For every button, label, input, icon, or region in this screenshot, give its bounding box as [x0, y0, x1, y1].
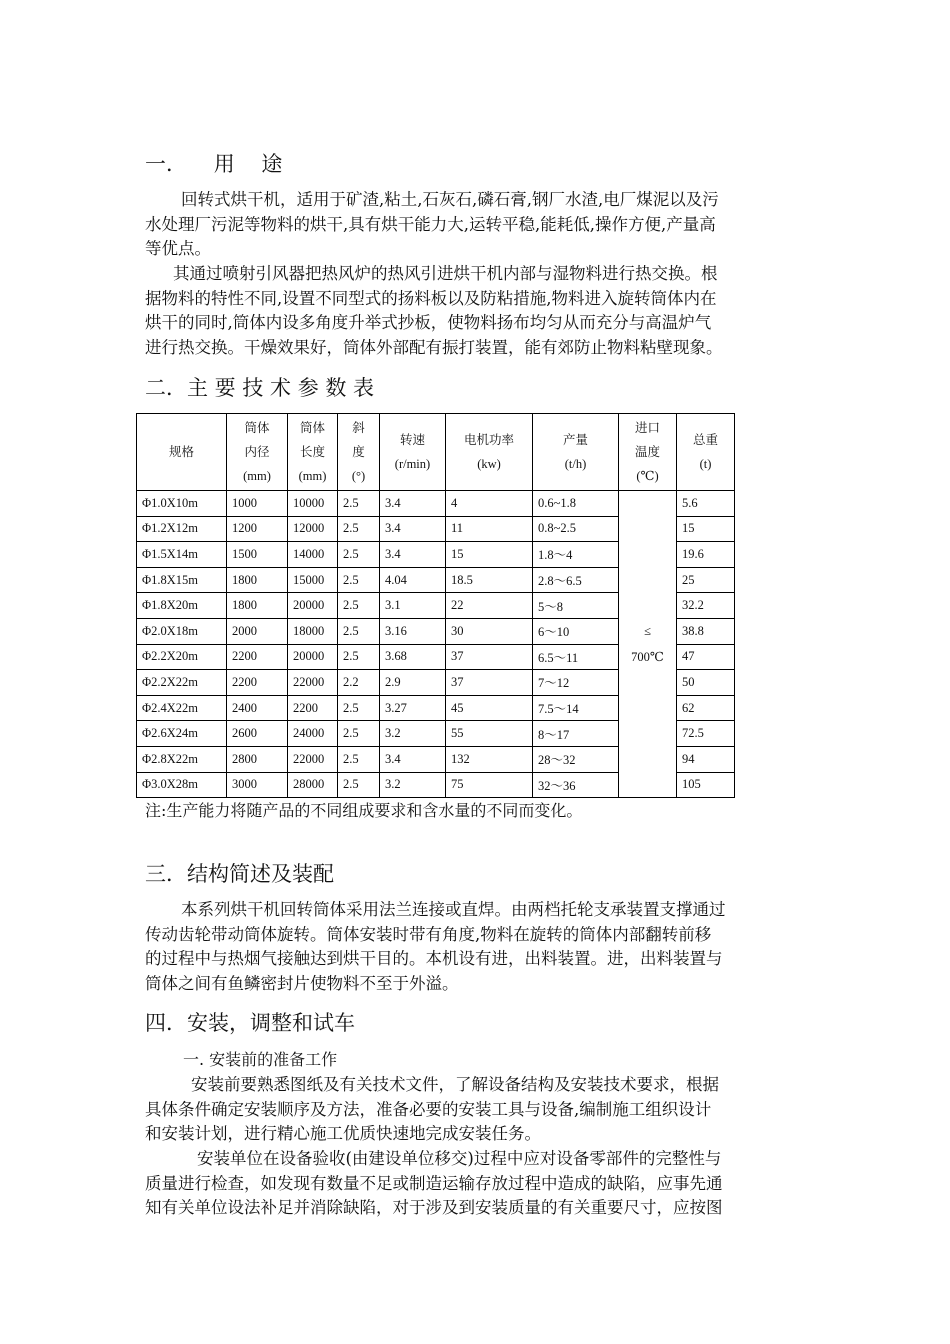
text-line: 传动齿轮带动筒体旋转。筒体安装时带有角度,物料在旋转的筒体内部翻转前移 — [145, 924, 712, 944]
cell-length: 22000 — [288, 670, 338, 696]
header-speed: 转速 (r/min) — [380, 414, 446, 491]
cell-weight: 38.8 — [677, 618, 735, 644]
cell-spec: Φ1.0X10m — [137, 491, 227, 517]
cell-slope: 2.5 — [338, 772, 380, 798]
header-inlet-temp: 进口 温度 (℃) — [619, 414, 677, 491]
cell-output: 0.6~1.8 — [533, 491, 619, 517]
cell-weight: 47 — [677, 644, 735, 670]
cell-length: 28000 — [288, 772, 338, 798]
text-line: 安装前要熟悉图纸及有关技术文件，了解设备结构及安装技术要求，根据 — [191, 1075, 719, 1094]
cell-power: 22 — [446, 593, 533, 619]
text-line: 知有关单位设法补足并消除缺陷，对于涉及到安装质量的有关重要尺寸，应按图 — [145, 1198, 723, 1217]
text-line: 进行热交换。干燥效果好，筒体外部配有振打装置，能有郊防止物料粘壁现象。 — [145, 337, 723, 357]
cell-spec: Φ2.2X20m — [137, 644, 227, 670]
table-row — [137, 491, 735, 517]
cell-length: 20000 — [288, 644, 338, 670]
cell-speed: 3.1 — [380, 593, 446, 619]
text-line: 和安装计划，进行精心施工优质快速地完成安装任务。 — [145, 1124, 541, 1143]
header-length: 筒体 长度 (mm) — [288, 414, 338, 491]
cell-length: 10000 — [288, 491, 338, 517]
cell-diameter: 2800 — [227, 746, 288, 772]
cell-spec: Φ1.8X15m — [137, 567, 227, 593]
text-line: 烘干的同时,筒体内设多角度升举式抄板，使物料扬布均匀从而充分与高温炉气 — [145, 313, 712, 332]
cell-output: 32～36 — [533, 772, 619, 798]
cell-output: 7～12 — [533, 670, 619, 696]
cell-speed: 3.4 — [380, 491, 446, 517]
cell-diameter: 2600 — [227, 721, 288, 747]
cell-spec: Φ1.8X20m — [137, 593, 227, 619]
cell-weight: 62 — [677, 695, 735, 721]
cell-speed: 3.16 — [380, 618, 446, 644]
cell-weight: 105 — [677, 772, 735, 798]
cell-power: 18.5 — [446, 567, 533, 593]
section-2-heading: 二．主 要 技 术 参 数 表 — [145, 376, 375, 400]
cell-spec: Φ3.0X28m — [137, 772, 227, 798]
cell-weight: 19.6 — [677, 542, 735, 568]
cell-speed: 3.27 — [380, 695, 446, 721]
section-1-heading: 一． 用 途 — [145, 152, 283, 176]
cell-diameter: 3000 — [227, 772, 288, 798]
cell-power: 75 — [446, 772, 533, 798]
table-note: 注:生产能力将随产品的不同组成要求和含水量的不同而变化。 — [145, 801, 583, 820]
header-power: 电机功率 (kw) — [446, 414, 533, 491]
cell-power: 37 — [446, 670, 533, 696]
cell-length: 20000 — [288, 593, 338, 619]
cell-diameter: 2400 — [227, 695, 288, 721]
cell-slope: 2.5 — [338, 695, 380, 721]
section-4-subheading: 一. 安装前的准备工作 — [183, 1050, 338, 1069]
header-spec: 规格 — [137, 414, 227, 491]
cell-output: 0.8~2.5 — [533, 516, 619, 542]
cell-speed: 3.4 — [380, 746, 446, 772]
cell-diameter: 1200 — [227, 516, 288, 542]
text-line: 质量进行检查，如发现有数量不足或制造运输存放过程中造成的缺陷，应事先通 — [145, 1173, 723, 1193]
cell-weight: 72.5 — [677, 721, 735, 747]
cell-power: 45 — [446, 695, 533, 721]
cell-slope: 2.5 — [338, 593, 380, 619]
cell-spec: Φ2.6X24m — [137, 721, 227, 747]
cell-diameter: 2200 — [227, 670, 288, 696]
cell-spec: Φ2.2X22m — [137, 670, 227, 696]
cell-weight: 50 — [677, 670, 735, 696]
header-weight: 总重 (t) — [677, 414, 735, 491]
cell-length: 14000 — [288, 542, 338, 568]
text-line: 等优点。 — [145, 239, 211, 258]
cell-diameter: 2200 — [227, 644, 288, 670]
cell-weight: 32.2 — [677, 593, 735, 619]
cell-power: 4 — [446, 491, 533, 517]
section-4-paragraph-2 — [145, 1147, 810, 1221]
cell-output: 2.8～6.5 — [533, 567, 619, 593]
cell-speed: 3.2 — [380, 772, 446, 798]
text-line: 水处理厂污泥等物料的烘干,具有烘干能力大,运转平稳,能耗低,操作方便,产量高 — [145, 214, 716, 234]
section-4-paragraph-1 — [145, 1073, 810, 1147]
cell-diameter: 1800 — [227, 593, 288, 619]
text-line: 据物料的特性不同,设置不同型式的扬料板以及防粘措施,物料进入旋转筒体内在 — [145, 288, 717, 308]
cell-output: 8～17 — [533, 721, 619, 747]
table-header-row — [137, 414, 735, 491]
cell-output: 6.5～11 — [533, 644, 619, 670]
cell-slope: 2.5 — [338, 644, 380, 670]
cell-length: 15000 — [288, 567, 338, 593]
cell-power: 30 — [446, 618, 533, 644]
cell-speed: 3.4 — [380, 516, 446, 542]
cell-slope: 2.5 — [338, 516, 380, 542]
cell-length: 18000 — [288, 618, 338, 644]
cell-weight: 94 — [677, 746, 735, 772]
cell-power: 11 — [446, 516, 533, 542]
section-3-paragraph — [145, 898, 810, 996]
cell-slope: 2.5 — [338, 618, 380, 644]
header-diameter: 筒体 内径 (mm) — [227, 414, 288, 491]
text-line: 安装单位在设备验收(由建设单位移交)过程中应对设备零部件的完整性与 — [197, 1149, 722, 1168]
cell-slope: 2.2 — [338, 670, 380, 696]
cell-output: 6～10 — [533, 618, 619, 644]
section-1-paragraph-1 — [145, 188, 810, 262]
cell-speed: 2.9 — [380, 670, 446, 696]
cell-weight: 15 — [677, 516, 735, 542]
header-slope: 斜 度 (°) — [338, 414, 380, 491]
cell-output: 28～32 — [533, 746, 619, 772]
cell-spec: Φ2.8X22m — [137, 746, 227, 772]
cell-length: 2200 — [288, 695, 338, 721]
cell-power: 37 — [446, 644, 533, 670]
cell-power: 15 — [446, 542, 533, 568]
section-3-heading: 三．结构简述及装配 — [145, 862, 334, 886]
cell-speed: 3.4 — [380, 542, 446, 568]
cell-spec: Φ2.0X18m — [137, 618, 227, 644]
section-1-paragraph-2 — [145, 262, 810, 360]
text-line: 的过程中与热烟气接触达到烘干目的。本机设有进，出料装置。进，出料装置与 — [145, 949, 723, 968]
cell-length: 22000 — [288, 746, 338, 772]
cell-power: 132 — [446, 746, 533, 772]
cell-speed: 4.04 — [380, 567, 446, 593]
cell-speed: 3.2 — [380, 721, 446, 747]
text-line: 其通过喷射引风器把热风炉的热风引进烘干机内部与湿物料进行热交换。根 — [173, 264, 718, 283]
cell-output: 1.8～4 — [533, 542, 619, 568]
cell-diameter: 2000 — [227, 618, 288, 644]
cell-slope: 2.5 — [338, 491, 380, 517]
text-line: 筒体之间有鱼鳞密封片使物料不至于外溢。 — [145, 973, 459, 993]
text-line: 回转式烘干机，适用于矿渣,粘土,石灰石,磷石膏,钢厂水渣,电厂煤泥以及污 — [181, 190, 719, 209]
cell-output: 5～8 — [533, 593, 619, 619]
cell-speed: 3.68 — [380, 644, 446, 670]
cell-slope: 2.5 — [338, 721, 380, 747]
cell-diameter: 1500 — [227, 542, 288, 568]
cell-slope: 2.5 — [338, 746, 380, 772]
cell-slope: 2.5 — [338, 542, 380, 568]
cell-output: 7.5～14 — [533, 695, 619, 721]
cell-weight: 5.6 — [677, 491, 735, 517]
cell-diameter: 1000 — [227, 491, 288, 517]
cell-length: 12000 — [288, 516, 338, 542]
cell-weight: 25 — [677, 567, 735, 593]
cell-spec: Φ1.2X12m — [137, 516, 227, 542]
cell-spec: Φ2.4X22m — [137, 695, 227, 721]
header-output: 产量 (t/h) — [533, 414, 619, 491]
cell-power: 55 — [446, 721, 533, 747]
text-line: 本系列烘干机回转筒体采用法兰连接或直焊。由两档托轮支承装置支撑通过 — [181, 900, 726, 919]
cell-diameter: 1800 — [227, 567, 288, 593]
cell-inlet-temp: ≤ 700℃ — [619, 491, 677, 798]
cell-spec: Φ1.5X14m — [137, 542, 227, 568]
text-line: 具体条件确定安装顺序及方法，准备必要的安装工具与设备,编制施工组织设计 — [145, 1099, 712, 1119]
technical-parameters-table — [136, 413, 735, 798]
section-4-heading: 四．安装，调整和试车 — [145, 1011, 355, 1035]
cell-slope: 2.5 — [338, 567, 380, 593]
cell-length: 24000 — [288, 721, 338, 747]
